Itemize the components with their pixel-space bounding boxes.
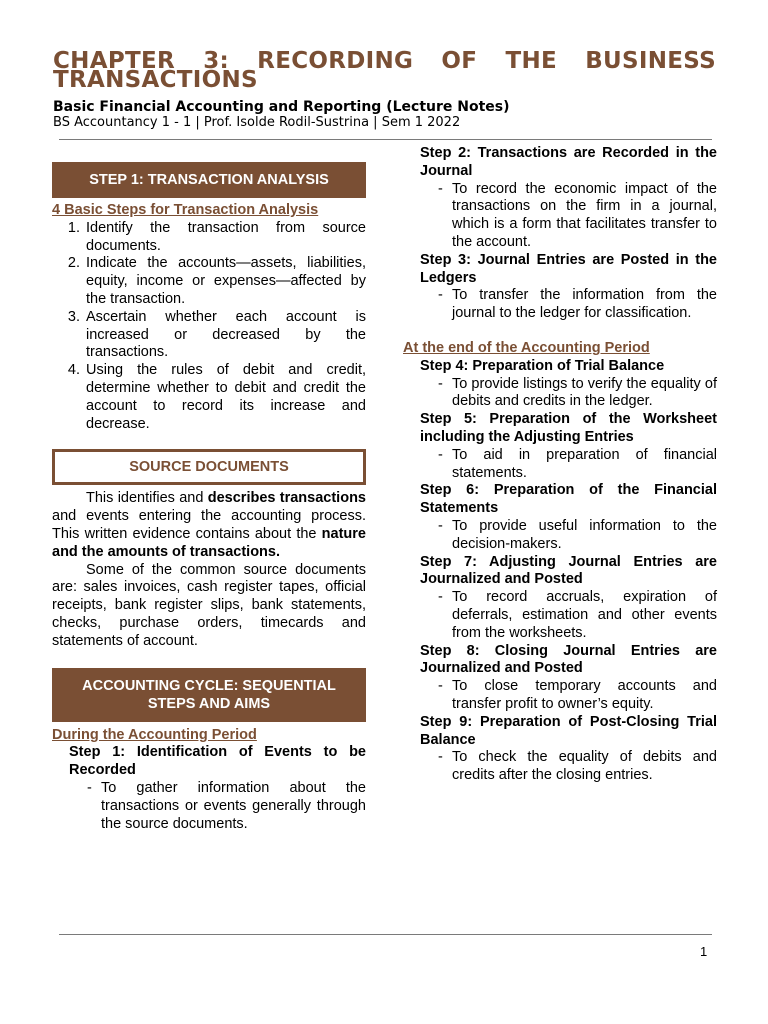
page-header bbox=[53, 48, 716, 131]
step-1-title: Step 1: Identification of Events to be Recorded bbox=[69, 744, 366, 779]
step-description: - To provide useful information to the decision-makers. bbox=[438, 517, 717, 552]
step-title: Step 7: Adjusting Journal Entries are Journalized and Posted bbox=[420, 553, 717, 588]
list-item: 2. Indicate the accounts—assets, liabilities, equity, income or expenses—affected by the transaction. bbox=[84, 255, 366, 308]
step-title: Step 8: Closing Journal Entries are Journalized and Posted bbox=[420, 642, 717, 677]
step-title: Step 4: Preparation of Trial Balance bbox=[420, 357, 665, 374]
step-description: - To aid in preparation of financial statements. bbox=[438, 446, 717, 481]
step-1-description: - To gather information about the transactions or events generally through the source documents. bbox=[87, 779, 366, 832]
step-description: - To record the economic impact of the transactions on the firm in a journal, which is a form that facilitates transfer to the account. bbox=[438, 180, 717, 250]
chapter-title bbox=[53, 48, 716, 93]
step-description: - To record accruals, expiration of deferrals, estimation and other events from the worksheets. bbox=[438, 589, 717, 641]
step-title: Step 5: Preparation of the Worksheet including the Adjusting Entries bbox=[420, 411, 717, 445]
footer-divider bbox=[59, 934, 712, 935]
step-description: - To check the equality of debits and credits after the closing entries. bbox=[438, 749, 717, 784]
step-title: Step 6: Preparation of the Financial Statements bbox=[420, 482, 717, 517]
section-box-source-documents: SOURCE DOCUMENTS bbox=[52, 449, 366, 485]
step-title: Step 9: Preparation of Post-Closing Trial Balance bbox=[420, 713, 717, 748]
course-meta: BS Accountancy 1 - 1 | Prof. Isolde Rodil-Sustrina | Sem 1 2022 bbox=[53, 115, 461, 130]
during-period-title: During the Accounting Period bbox=[52, 726, 257, 743]
end-period-title: At the end of the Accounting Period bbox=[403, 339, 650, 356]
section-box-accounting-cycle: ACCOUNTING CYCLE: SEQUENTIAL STEPS AND AIMS bbox=[52, 668, 366, 722]
step-title: Step 3: Journal Entries are Posted in the Ledgers bbox=[420, 251, 717, 286]
source-documents-paragraph-2: Some of the common source documents are: sales invoices, cash register tapes, official receipts, bank register slips, bank statements, checks, purchase orders, timecards and statements of account. bbox=[52, 561, 366, 649]
list-item: 4. Using the rules of debit and credit, determine whether to debit and credit the account to record its increase and decrease. bbox=[84, 362, 366, 433]
basic-steps-heading bbox=[52, 202, 366, 220]
course-subtitle: Basic Financial Accounting and Reporting (Lecture Notes) bbox=[53, 99, 510, 115]
header-divider bbox=[59, 139, 712, 140]
basic-steps-title: 4 Basic Steps for Transaction Analysis bbox=[52, 202, 319, 218]
end-period-heading bbox=[403, 340, 717, 358]
section-box-transaction-analysis: STEP 1: TRANSACTION ANALYSIS bbox=[52, 162, 366, 198]
step-title: Step 2: Transactions are Recorded in the Journal bbox=[420, 145, 717, 179]
list-item: 1. Identify the transaction from source documents. bbox=[84, 220, 366, 256]
chapter-title-line2: TRANSACTIONS bbox=[53, 67, 258, 93]
source-documents-paragraph-1: This identifies and describes transactions and events entering the accounting process. This written evidence contains about the nature and the amounts of transactions. bbox=[52, 490, 366, 560]
during-period-heading bbox=[52, 727, 366, 745]
chapter-title-line1: CHAPTER 3: RECORDING OF THE BUSINESS bbox=[53, 48, 716, 74]
left-column bbox=[52, 162, 366, 833]
steps-group-b bbox=[403, 358, 717, 785]
step-description: - To provide listings to verify the equality of debits and credits in the ledger. bbox=[438, 375, 717, 410]
list-item: 3. Ascertain whether each account is increased or decreased by the transactions. bbox=[84, 309, 366, 362]
right-column bbox=[403, 145, 717, 785]
page-number: 1 bbox=[700, 944, 708, 959]
basic-steps-list bbox=[52, 220, 366, 434]
steps-group-a bbox=[403, 145, 717, 323]
step-description: - To transfer the information from the journal to the ledger for classification. bbox=[438, 287, 717, 322]
step-description: - To close temporary accounts and transfer profit to owner’s equity. bbox=[438, 678, 717, 712]
